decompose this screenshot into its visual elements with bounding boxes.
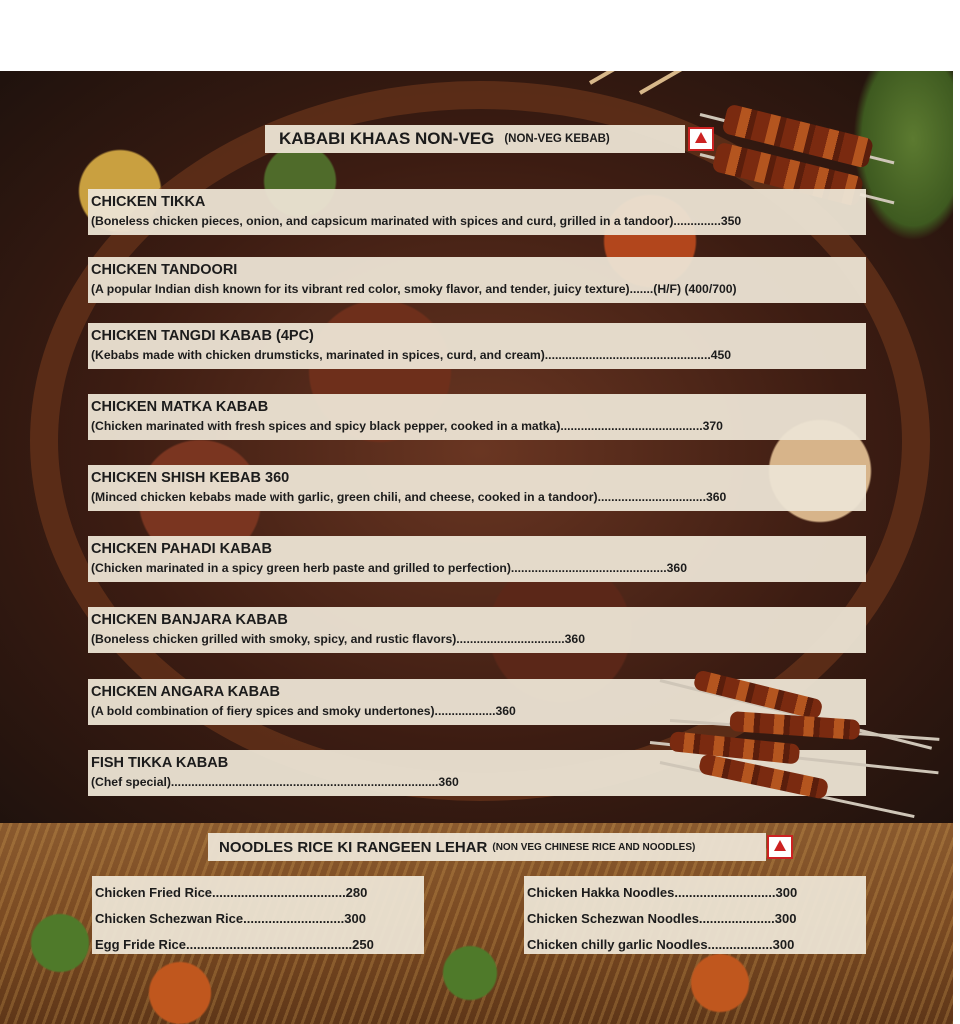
menu-item xyxy=(88,607,866,653)
menu-item: Egg Fride Rice..............................................250 xyxy=(95,937,374,952)
menu-item-name: CHICKEN ANGARA KABAB xyxy=(91,684,281,700)
menu-item-desc: (Chicken marinated with fresh spices and spicy black pepper, cooked in a matka)..........................................370 xyxy=(91,419,723,433)
kebab-section xyxy=(0,71,953,823)
menu-item-name: CHICKEN TANGDI KABAB (4PC) xyxy=(91,328,314,344)
nonveg-triangle-icon xyxy=(767,835,793,859)
menu-panel-noodles xyxy=(524,876,866,954)
section-title-text: NOODLES RICE KI RANGEEN LEHAR xyxy=(219,838,488,856)
menu-panel-rice xyxy=(92,876,424,954)
menu-item-name: CHICKEN TANDOORI xyxy=(91,262,238,278)
menu-item: Chicken Hakka Noodles............................300 xyxy=(527,885,798,900)
kebab-skewer-image xyxy=(650,661,950,821)
section-title-noodles xyxy=(208,833,766,861)
menu-item-name: CHICKEN TIKKA xyxy=(91,194,206,210)
menu-item xyxy=(88,536,866,582)
skewer-decoration xyxy=(589,71,712,85)
menu-item-name: CHICKEN SHISH KEBAB 360 xyxy=(91,470,290,486)
menu-item: Chicken Schezwan Rice............................300 xyxy=(95,911,366,926)
menu-item: Chicken Fried Rice.....................................280 xyxy=(95,885,368,900)
menu-item xyxy=(88,257,866,303)
menu-item-desc: (Chef special)...............................................................................360 xyxy=(91,775,459,789)
menu-item xyxy=(88,323,866,369)
menu-item: Chicken chilly garlic Noodles..................300 xyxy=(527,937,795,952)
menu-item-desc: (Chicken marinated in a spicy green herb paste and grilled to perfection)..............................................360 xyxy=(91,561,687,575)
section-subtitle-text: (NON VEG CHINESE RICE AND NOODLES) xyxy=(492,841,696,853)
menu-item xyxy=(88,394,866,440)
menu-item xyxy=(88,189,866,235)
menu-item-name: CHICKEN MATKA KABAB xyxy=(91,399,269,415)
menu-item: Chicken Schezwan Noodles.....................300 xyxy=(527,911,797,926)
menu-item-desc: (Kebabs made with chicken drumsticks, marinated in spices, curd, and cream).................................................450 xyxy=(91,348,732,362)
section-title-kebab xyxy=(265,125,685,153)
menu-item xyxy=(88,465,866,511)
menu-item-desc: (Boneless chicken grilled with smoky, spicy, and rustic flavors)................................360 xyxy=(91,632,585,646)
menu-item-name: FISH TIKKA KABAB xyxy=(91,755,229,771)
menu-item-desc: (Minced chicken kebabs made with garlic, green chili, and cheese, cooked in a tandoor)................................360 xyxy=(91,490,727,504)
menu-item-name: CHICKEN PAHADI KABAB xyxy=(91,541,272,557)
menu-item-name: CHICKEN BANJARA KABAB xyxy=(91,612,288,628)
menu-item-desc: (Boneless chicken pieces, onion, and capsicum marinated with spices and curd, grilled in a tandoor)..............350 xyxy=(91,214,742,228)
menu-item-desc: (A bold combination of fiery spices and smoky undertones)..................360 xyxy=(91,704,516,718)
menu-item-desc: (A popular Indian dish known for its vibrant red color, smoky flavor, and tender, juicy texture).......(H/F) (400/700) xyxy=(91,282,737,296)
section-subtitle-text: (NON-VEG KEBAB) xyxy=(504,133,610,145)
noodle-section xyxy=(0,823,953,1024)
section-title-text: KABABI KHAAS NON-VEG xyxy=(279,129,495,148)
